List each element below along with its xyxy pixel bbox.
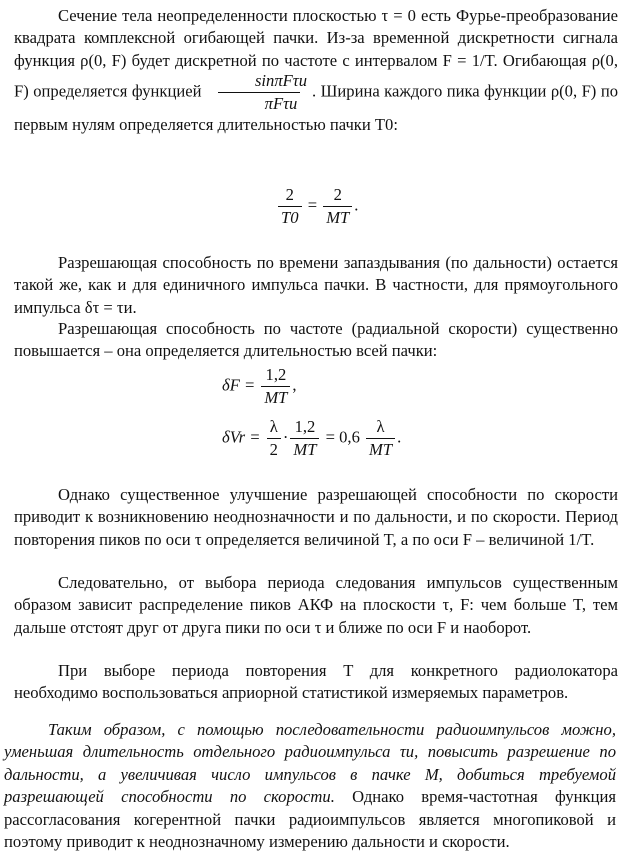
formula-fraction: $\frac{1,2}{MT}$ xyxy=(261,366,290,408)
formula-fraction: $\frac{1,2}{MT}$ xyxy=(290,418,319,460)
formula-fraction: $\frac{2}{MT}$ xyxy=(323,186,352,228)
formula-fraction: $\frac{2}{T0}$ xyxy=(278,186,302,228)
paragraph-velocity-resolution: Разрешающая способность по частоте (радиальной скорости) существенно повышается – она определяется длительностью всей пачки: xyxy=(14,319,618,361)
formula-fraction: $\frac{\lambda}{2}$ xyxy=(267,418,281,460)
fraction-denominator: πFτи xyxy=(218,92,301,113)
formula-delta-v: δVr = $\frac{\lambda}{2}$ · $\frac{1,2}{MT}$ = 0,6 $\frac{\lambda}{MT}$ . xyxy=(222,417,402,460)
paragraph-period-choice: Следовательно, от выбора периода следования импульсов существенным образом зависит распределение пиков АКФ на плоскости τ, F: чем больше T, тем дальше отстоят друг от друга пики по оси τ и ближе по оси F и наоборот. xyxy=(14,573,618,637)
summary-normal-text: Однако время-частотная функция рассогласования когерентной пачки радиоимпульсов является многопиковой и поэтому приводит к неоднозначному измерению дальности и скорости. xyxy=(4,787,616,852)
paragraph-ambiguity-section xyxy=(14,5,618,136)
paragraph-summary xyxy=(4,719,616,853)
paragraph-range-resolution: Разрешающая способность по времени запаздывания (по дальности) остается такой же, как и для единичного импульса пачки. В частности, для прямоугольного импульса δτ = τи. xyxy=(14,253,618,317)
fraction-numerator: sinπFτи xyxy=(254,71,308,91)
paragraph-text: Сечение тела неопределенности плоскостью τ = 0 есть Фурье-преобразование квадрата комплексной огибающей пачки. Из-за временной дискретности сигнала функция ρ(0, F) будет дискретной по частоте с интервалом F = 1/T. Огибающая ρ(0, F) определяется функцией xyxy=(14,6,618,101)
formula-delta-f: δF = $\frac{1,2}{MT}$ , xyxy=(222,365,297,408)
formula-fraction: $\frac{\lambda}{MT}$ xyxy=(366,418,395,460)
sinc-fraction xyxy=(208,72,310,114)
summary-block xyxy=(0,719,624,859)
paragraph-ambiguity: Однако существенное улучшение разрешающей способности по скорости приводит к возникновению неоднозначности и по дальности, и по скорости. Период повторения пиков по оси τ определяется величиной T, а по оси F – величиной 1/T. xyxy=(14,485,618,549)
paragraph-a-priori: При выборе периода повторения T для конкретного радиолокатора необходимо воспользоваться априорной статистикой измеряемых параметров. xyxy=(14,661,618,703)
paragraph-text-tail: . Ширина каждого пика функции ρ(0, F) по первым нулям определяется длительностью пачки T0: xyxy=(14,81,618,134)
summary-italic-text: Таким образом, с помощью последовательности радиоимпульсов можно, уменьшая длительность отдельного радиоимпульса τи, повысить разрешение по дальности, а увеличивая число импульсов в пачке M, добиться требуемой разрешающей способности по скорости. xyxy=(4,720,616,807)
formula-pulse-width: $\frac{2}{T0}$ = $\frac{2}{MT}$ . xyxy=(276,186,358,228)
